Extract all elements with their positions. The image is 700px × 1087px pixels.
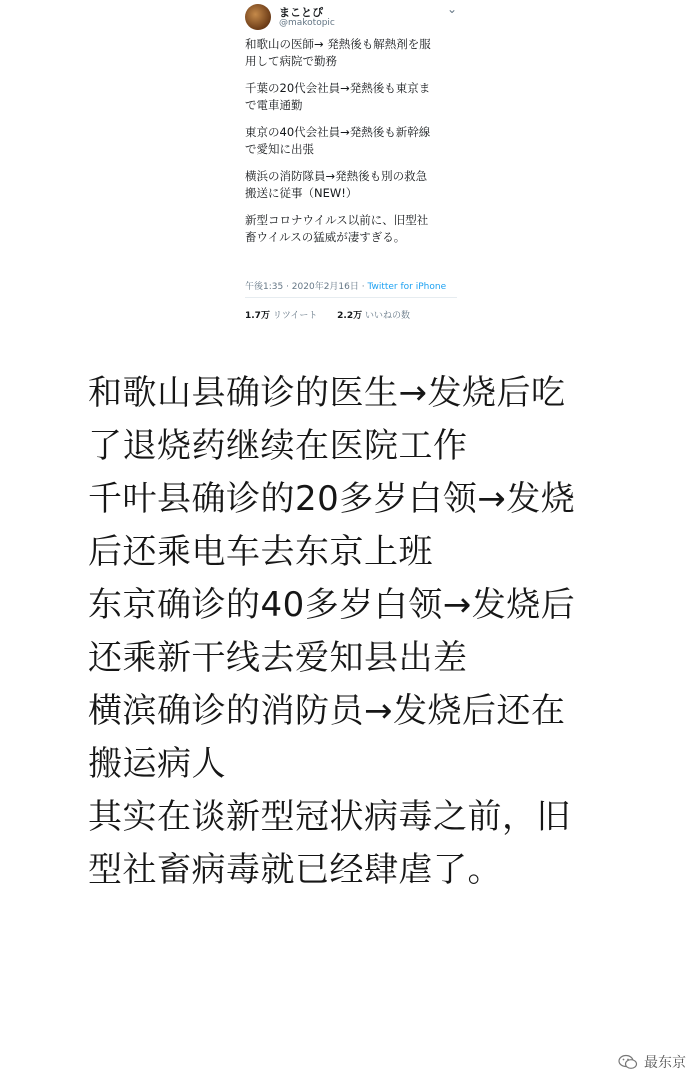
- retweets-count[interactable]: 1.7万: [245, 311, 270, 321]
- caption-line: 和歌山县确诊的医生→发烧后吃: [88, 373, 566, 413]
- caption-line: 还乘新干线去爱知县出差: [88, 638, 468, 678]
- tweet-line: で愛知に出張: [245, 142, 314, 156]
- tweet-line: 千葉の20代会社員→発熱後も東京ま: [245, 81, 431, 95]
- tweet-paragraph: [245, 124, 461, 158]
- avatar[interactable]: [245, 4, 271, 30]
- tweet-line: 用して病院で勤務: [245, 54, 337, 68]
- caption-line: 了退烧药继续在医院工作: [88, 426, 468, 466]
- tweet-paragraph: [245, 36, 461, 70]
- tweet-handle[interactable]: @makotopic: [279, 18, 335, 28]
- tweet-line: 畜ウイルスの猛威が凄すぎる。: [245, 230, 406, 244]
- tweet-paragraph: [245, 168, 461, 202]
- caption-line: 千叶县确诊的20多岁白领→发烧: [88, 479, 576, 519]
- caption-line: 其实在谈新型冠状病毒之前，旧: [88, 797, 571, 837]
- caption-text: [88, 367, 648, 897]
- tweet-line: 和歌山の医師→ 発熱後も解熱剤を服: [245, 37, 431, 51]
- tweet-line: 東京の40代会社員→発熱後も新幹線: [245, 125, 431, 139]
- tweet-body: [245, 36, 461, 256]
- tweet-source-link[interactable]: Twitter for iPhone: [367, 282, 447, 292]
- chevron-down-icon[interactable]: ⌄: [446, 2, 457, 16]
- wechat-icon: [618, 1054, 638, 1070]
- tweet-display-name[interactable]: まことぴ: [279, 6, 323, 19]
- tweet-timestamp[interactable]: 午後1:35 · 2020年2月16日 ·: [245, 282, 368, 292]
- tweet-line: 横浜の消防隊員→発熱後も別の救急: [245, 169, 428, 183]
- tweet-meta: [245, 279, 446, 292]
- tweet-paragraph: [245, 80, 461, 114]
- likes-label[interactable]: いいねの数: [364, 311, 410, 321]
- tweet-card: [233, 0, 465, 330]
- caption-line: 后还乘电车去东京上班: [88, 532, 433, 572]
- tweet-paragraph: [245, 212, 461, 246]
- caption-line: 搬运病人: [88, 744, 226, 784]
- tweet-line: 新型コロナウイルス以前に、旧型社: [245, 213, 429, 227]
- caption-line: 东京确诊的40多岁白领→发烧后: [88, 585, 576, 625]
- watermark-account: 最东京: [644, 1055, 686, 1071]
- retweets-label[interactable]: リツイート: [272, 311, 318, 321]
- watermark: [618, 1051, 686, 1073]
- likes-count[interactable]: 2.2万: [337, 311, 363, 321]
- tweet-line: 搬送に従事（NEW!）: [245, 186, 358, 200]
- tweet-stats: [245, 308, 410, 321]
- caption-line: 横滨确诊的消防员→发烧后还在: [88, 691, 566, 731]
- caption-line: 型社畜病毒就已经肆虐了。: [88, 850, 502, 890]
- tweet-line: で電車通勤: [245, 98, 303, 112]
- divider: [245, 297, 457, 298]
